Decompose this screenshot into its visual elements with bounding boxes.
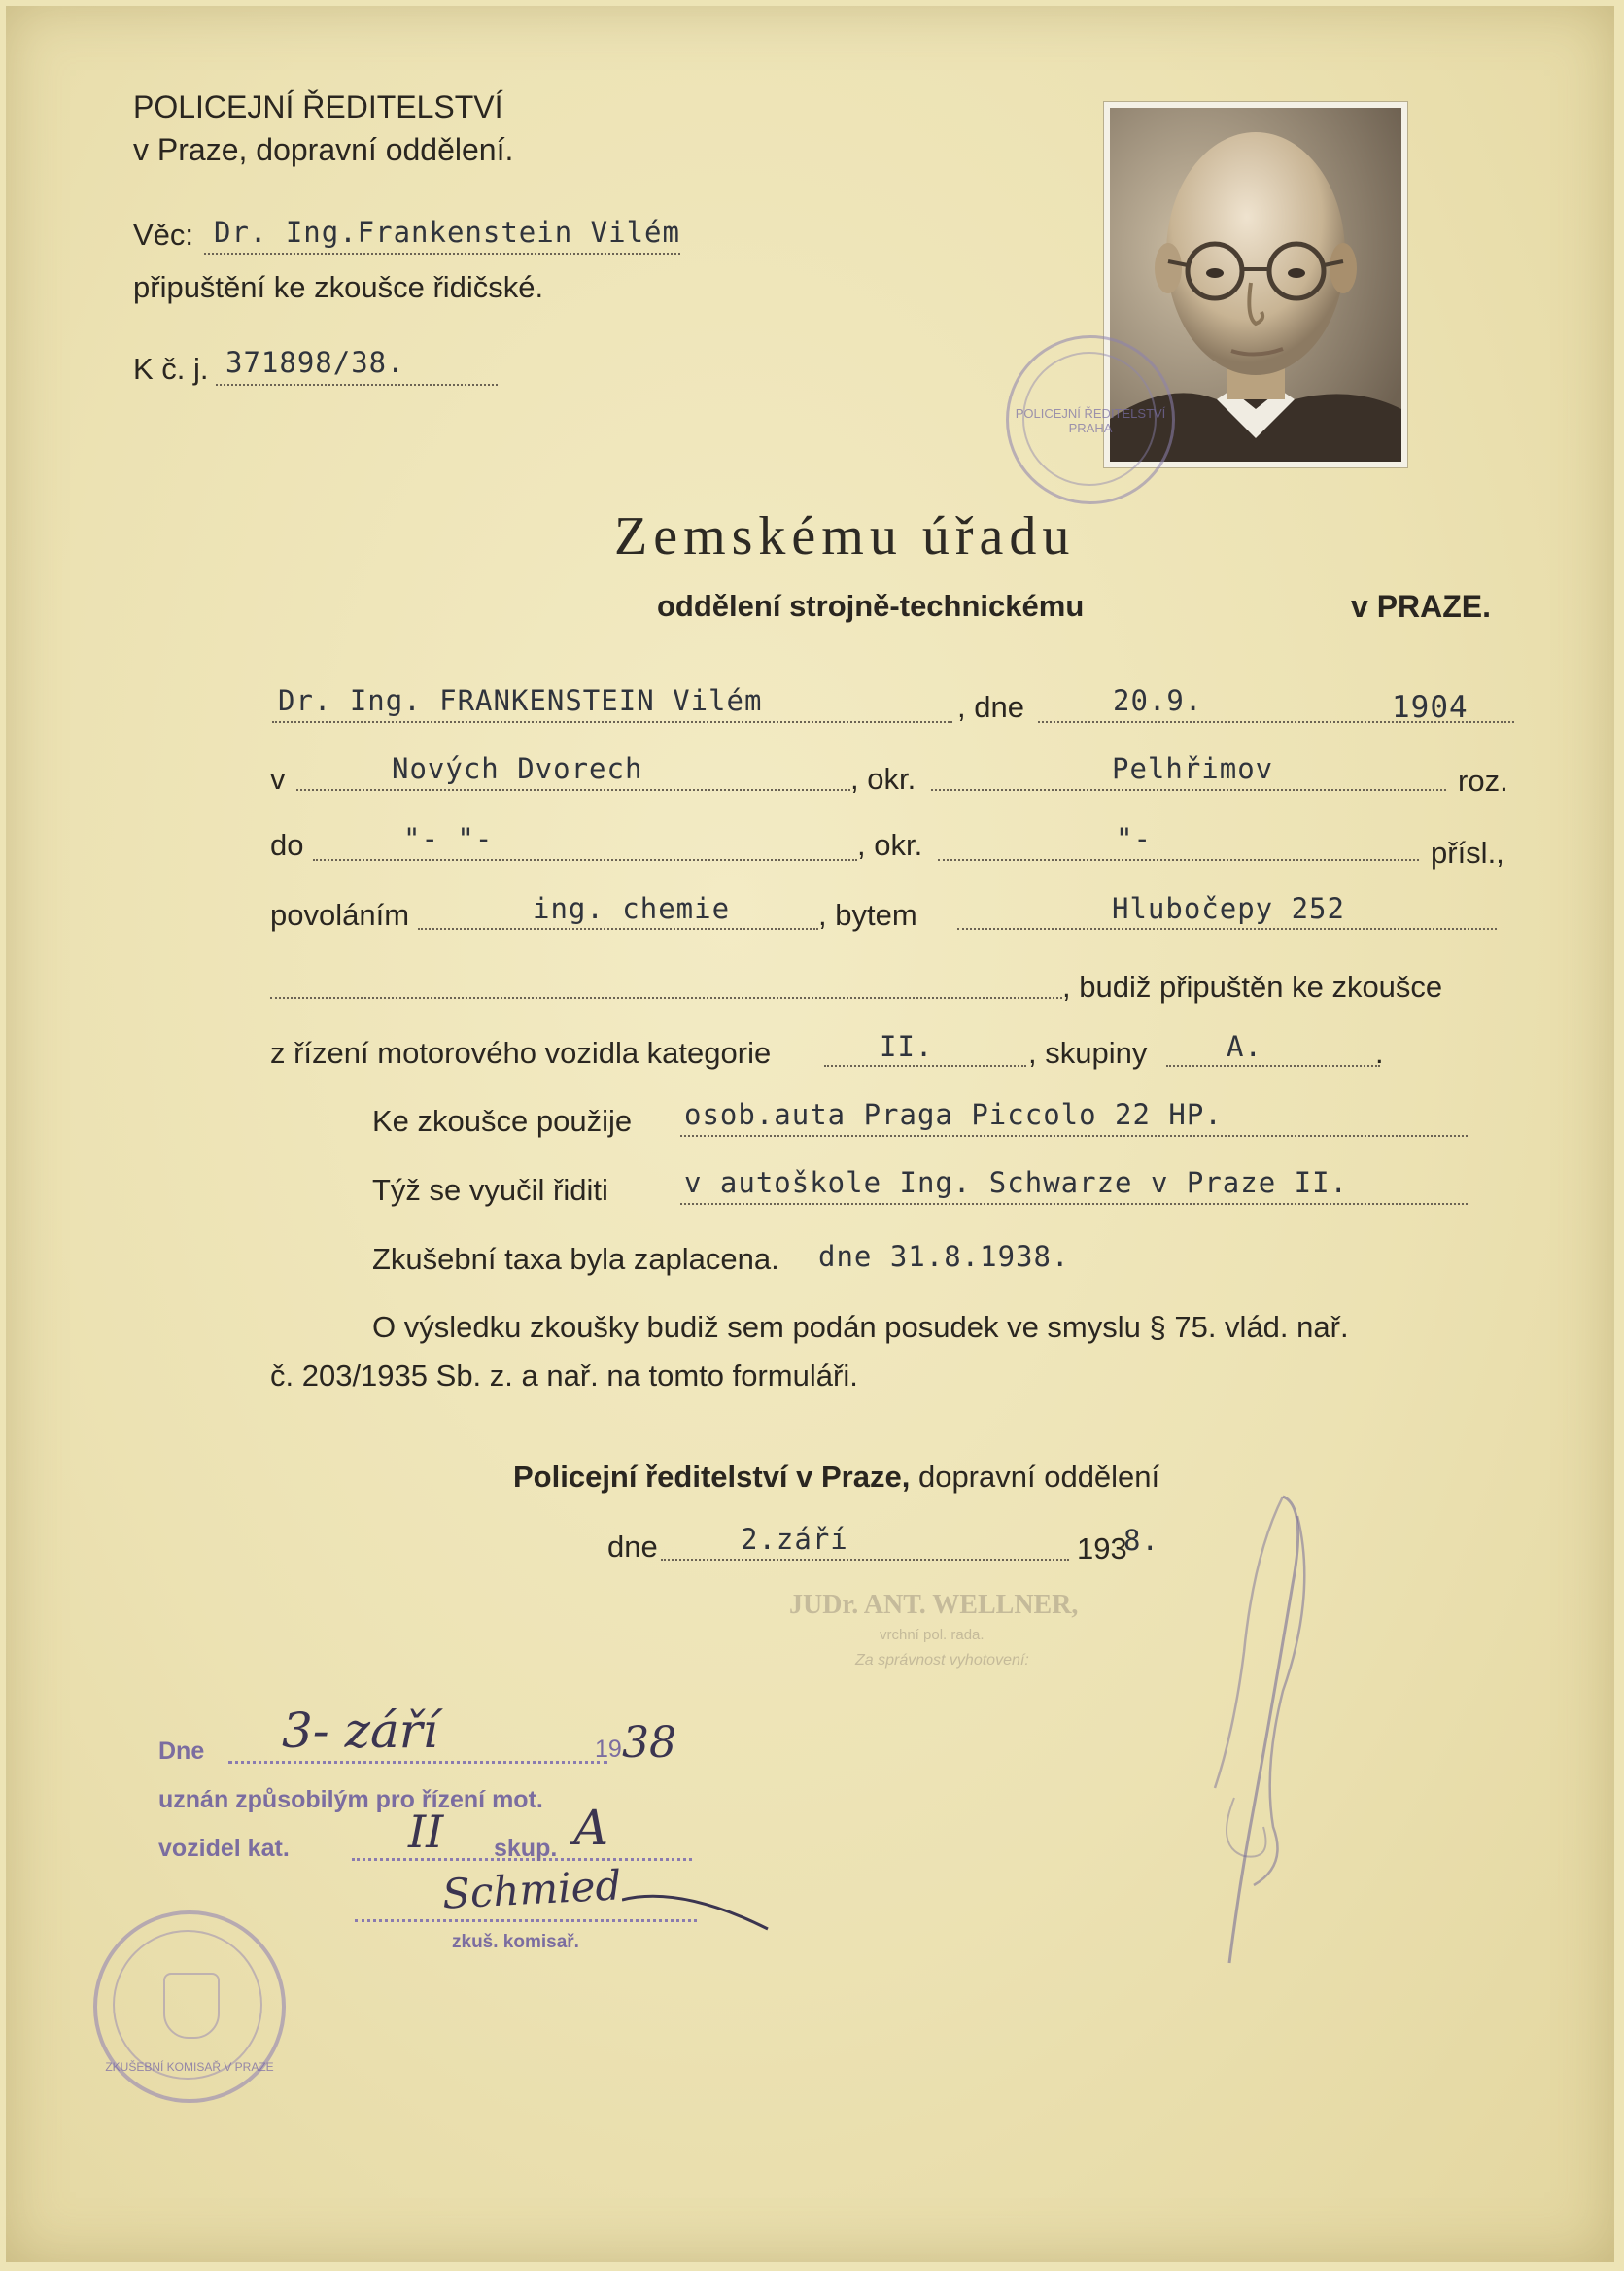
prisl-label: přísl.,: [1431, 836, 1504, 870]
birth-year: 1904: [1392, 690, 1469, 725]
address: Hlubočepy 252: [1112, 892, 1345, 925]
issue-date-dotted-line: [661, 1559, 1069, 1561]
subject-text: připuštění ke zkoušce řidičské.: [133, 270, 544, 304]
school-dotted-line: [680, 1203, 1468, 1205]
police-stamp-text: POLICEJNÍ ŘEDITELSTVÍ PRAHA: [1015, 406, 1166, 435]
paragraph-line1: O výsledku zkoušky budiž sem podán posudek ve smyslu § 75. vlád. nař.: [372, 1310, 1349, 1344]
exam-category-handwritten: II: [408, 1806, 444, 1858]
vehicle: osob.auta Praga Piccolo 22 HP.: [684, 1098, 1223, 1131]
exam-year-handwritten: 38: [622, 1718, 676, 1768]
name-dotted-line: [272, 721, 952, 723]
authority-department: dopravní oddělení: [910, 1460, 1160, 1494]
okr2-label: , okr.: [857, 828, 923, 862]
category-dotted-line: [824, 1065, 1026, 1067]
office-name: POLICEJNÍ ŘEDITELSTVÍ: [133, 89, 503, 124]
group-dotted-line: [1166, 1065, 1380, 1067]
exam-year-printed: 19: [595, 1736, 622, 1763]
category-label: z řízení motorového vozidla kategorie: [270, 1036, 772, 1070]
seal-emblem-icon: [163, 1973, 220, 2039]
office-department: v Praze, dopravní oddělení.: [133, 132, 514, 167]
exam-group-label: skup.: [494, 1835, 558, 1862]
subject-dotted-line: [204, 253, 680, 255]
address-dotted-line: [957, 928, 1497, 930]
fee-label: Zkušební taxa byla zaplacena.: [372, 1242, 779, 1276]
exam-category-label: vozidel kat.: [158, 1835, 290, 1862]
driving-school: v autoškole Ing. Schwarze v Praze II.: [684, 1166, 1349, 1199]
occupation-label: povoláním: [270, 898, 410, 932]
domicile: "- "-: [403, 822, 494, 855]
authority-name: Policejní ředitelství v Praze,: [513, 1460, 911, 1494]
birthplace-dotted-line: [296, 789, 850, 791]
exam-date-handwritten: 3- září: [282, 1703, 438, 1759]
exam-group-handwritten: A: [573, 1800, 609, 1856]
paragraph-line2: č. 203/1935 Sb. z. a nař. na tomto formuláři.: [270, 1359, 858, 1393]
blank-dotted-line: [270, 997, 1062, 999]
exam-date-dotted-line: [228, 1761, 607, 1764]
group-period: .: [1375, 1036, 1384, 1070]
reference-number: 371898/38.: [225, 346, 405, 379]
official-stamp-name: JUDr. ANT. WELLNER,: [789, 1590, 1079, 1620]
birth-date: 20.9.: [1113, 684, 1203, 717]
domicile-district: "-: [1116, 822, 1152, 855]
addressee-department: oddělení strojně-technickému: [657, 589, 1085, 623]
district-dotted-line: [931, 789, 1446, 791]
vehicle-label: Ke zkoušce použije: [372, 1104, 633, 1138]
seal-text: ZKUŠEBNÍ KOMISAŘ V PRAZE: [105, 2060, 274, 2074]
official-signature: [1137, 1477, 1351, 1982]
reference-label: K č. j.: [133, 352, 209, 386]
birthplace: Nových Dvorech: [392, 752, 643, 785]
commissioner-signature: Schmied: [440, 1861, 623, 1918]
roz-label: roz.: [1458, 764, 1508, 798]
commissioner-title: zkuš. komisař.: [452, 1932, 579, 1952]
occupation: ing. chemie: [533, 892, 731, 925]
reference-dotted-line: [216, 384, 498, 386]
group-label: , skupiny: [1028, 1036, 1148, 1070]
issue-year-suffix: 8.: [1123, 1524, 1159, 1557]
issue-date: 2.září: [741, 1523, 848, 1556]
official-stamp-title: vrchní pol. rada.: [880, 1627, 985, 1643]
do-label: do: [270, 828, 304, 862]
commissioner-seal: [93, 1910, 286, 2103]
signature-flourish: [622, 1875, 777, 1934]
applicant-name: Dr. Ing. FRANKENSTEIN Vilém: [278, 684, 763, 717]
dne-label: , dne: [957, 690, 1024, 724]
v-label: v: [270, 762, 286, 796]
category: II.: [880, 1030, 934, 1063]
school-label: Týž se vyučil řiditi: [372, 1173, 608, 1207]
issue-year-prefix: 193: [1077, 1531, 1127, 1566]
addressee-title: Zemskému úřadu: [614, 506, 1076, 567]
subject-label: Věc:: [133, 218, 194, 252]
address-label: , bytem: [818, 898, 917, 932]
admit-text: , budiž připuštěn ke zkoušce: [1062, 970, 1443, 1004]
group: A.: [1227, 1030, 1262, 1063]
domicile-district-dotted-line: [938, 859, 1419, 861]
occupation-dotted-line: [418, 928, 818, 930]
official-stamp-certification: Za správnost vyhotovení:: [855, 1652, 1029, 1669]
domicile-dotted-line: [313, 859, 857, 861]
addressee-city: v PRAZE.: [1351, 589, 1492, 624]
birth-district: Pelhřimov: [1112, 752, 1274, 785]
okr-label: , okr.: [850, 762, 916, 796]
subject-value: Dr. Ing.Frankenstein Vilém: [214, 216, 680, 249]
issue-dne-label: dne: [607, 1530, 658, 1564]
fee-date: dne 31.8.1938.: [818, 1240, 1070, 1273]
exam-dne-label: Dne: [158, 1738, 205, 1765]
police-stamp: [1006, 335, 1175, 504]
exam-result-text: uznán způsobilým pro řízení mot.: [158, 1786, 543, 1813]
vehicle-dotted-line: [680, 1135, 1468, 1137]
